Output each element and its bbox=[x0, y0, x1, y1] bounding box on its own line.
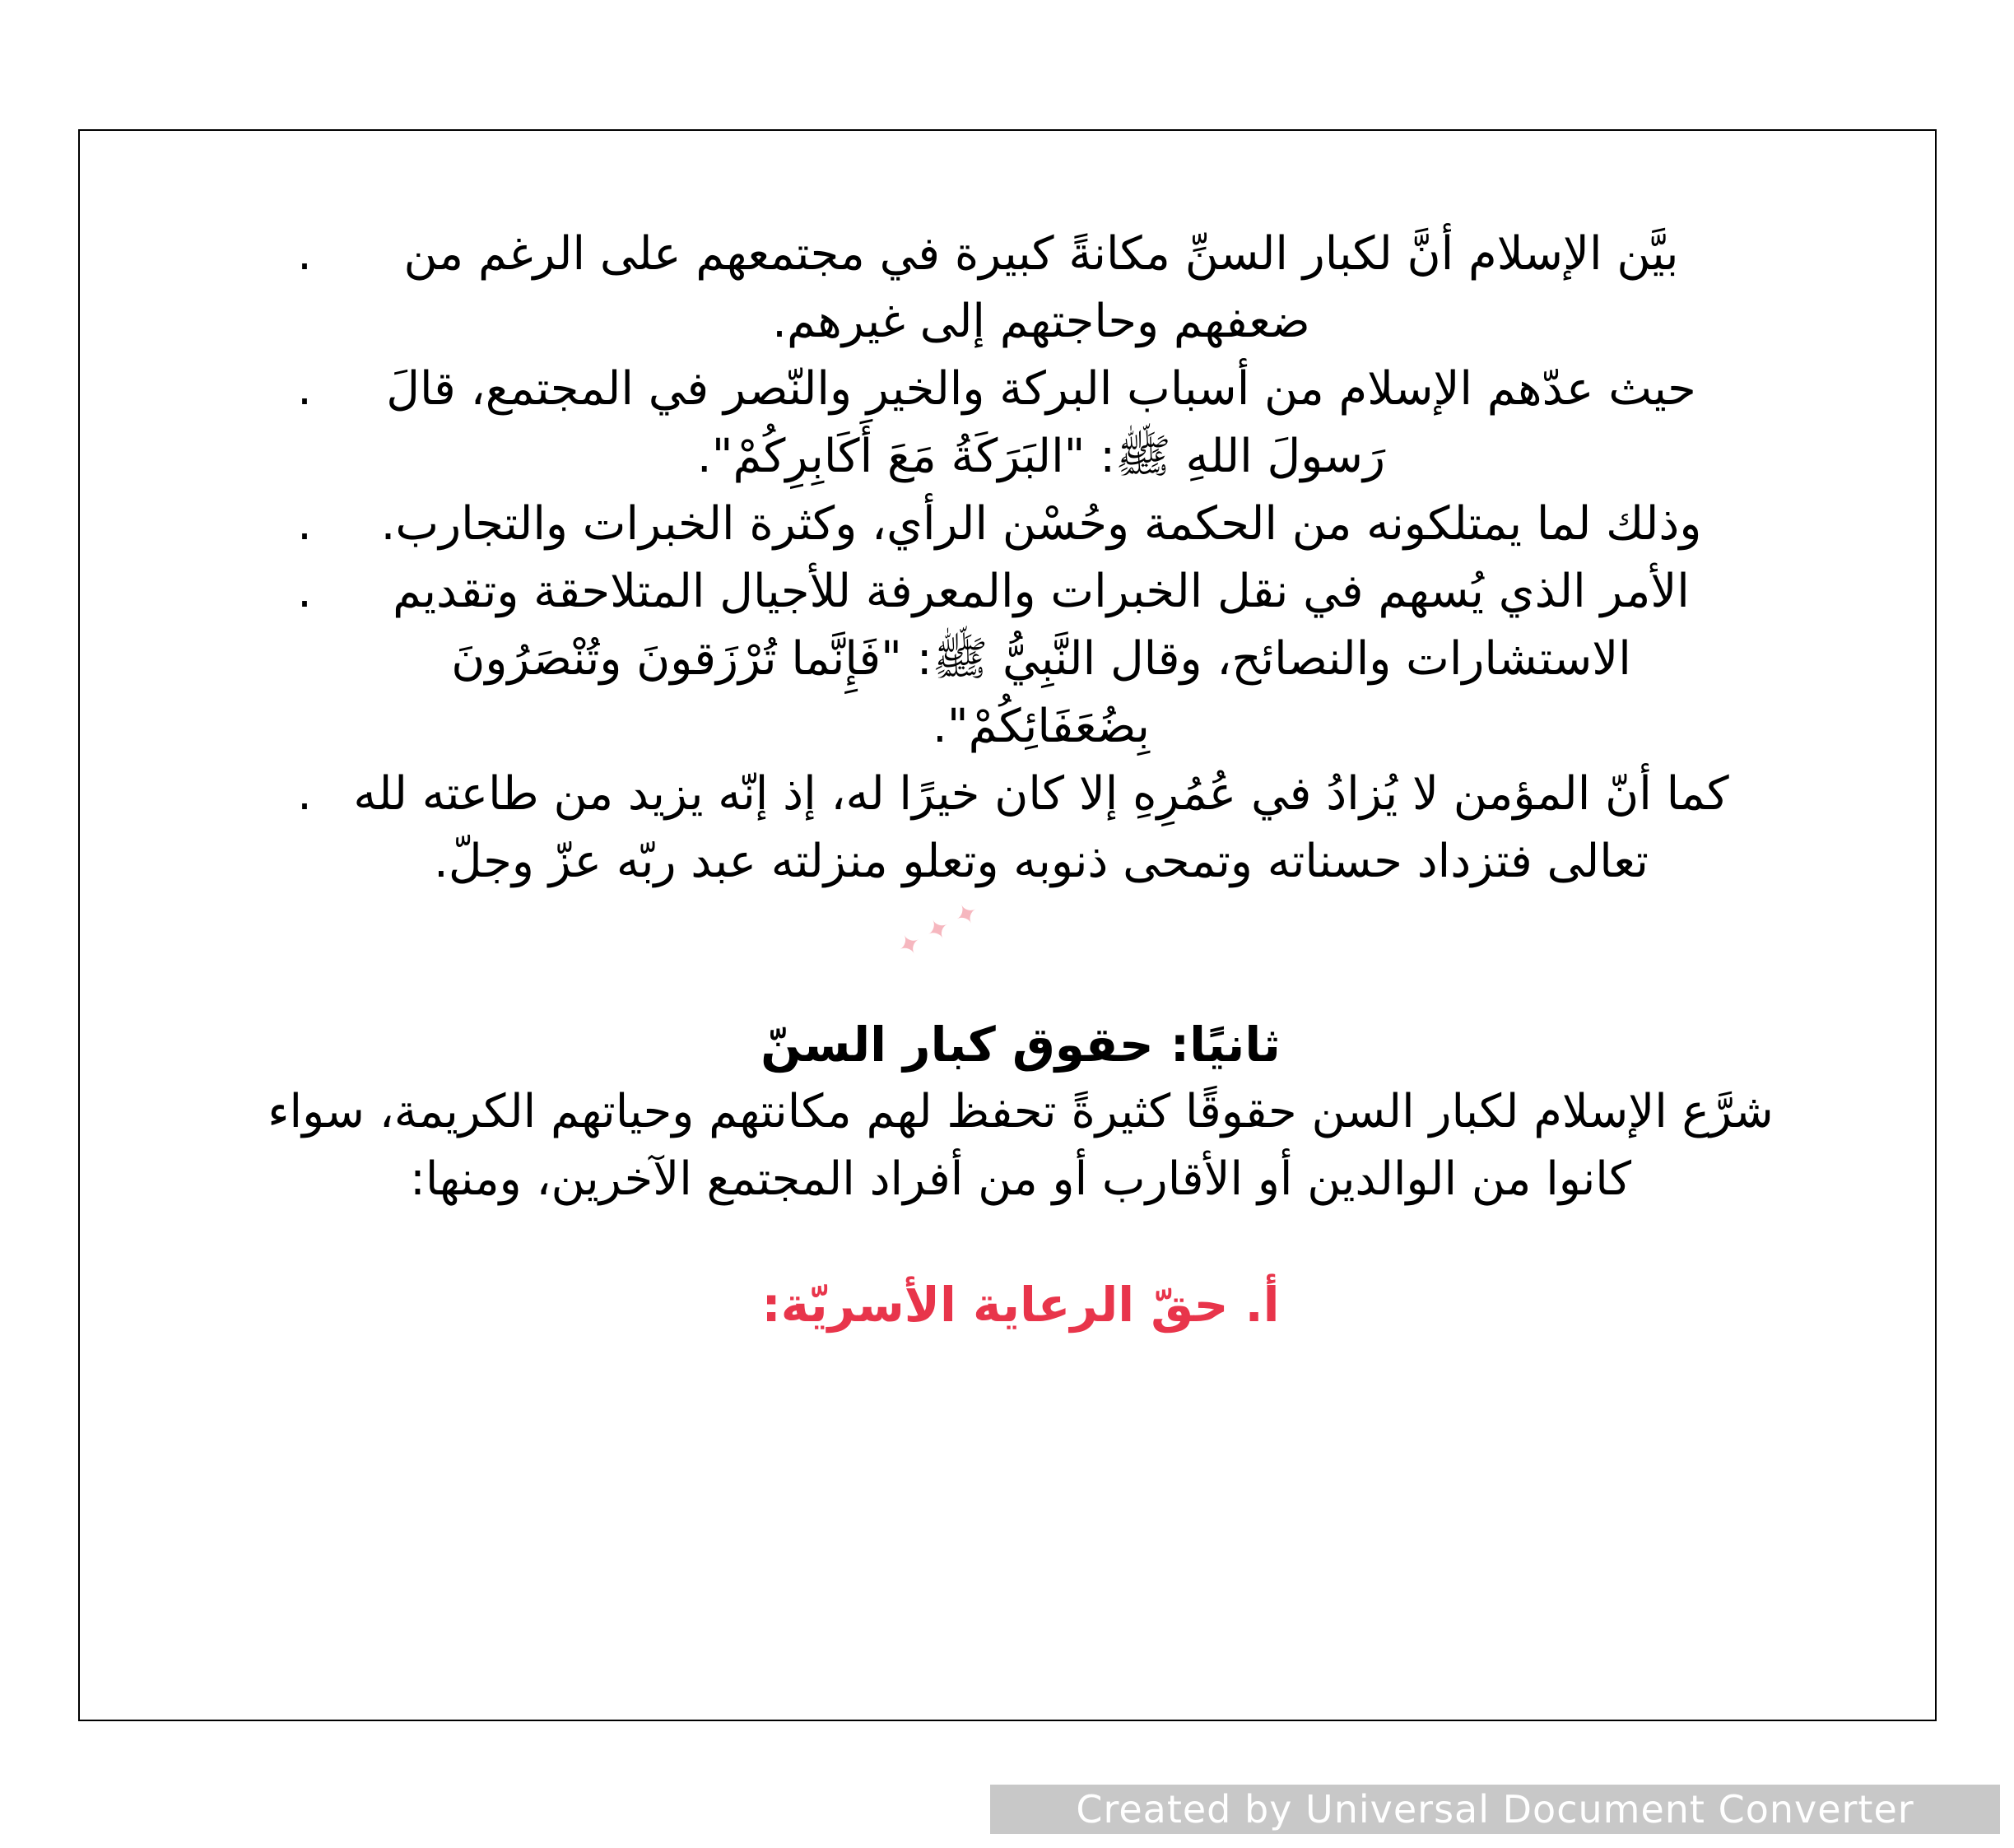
watermark-stamp: ✦ ✦ ✦ bbox=[891, 895, 985, 966]
converter-footer-banner: Created by Universal Document Converter bbox=[990, 1785, 2000, 1834]
bullet-mark: . bbox=[297, 227, 312, 281]
document-body bbox=[247, 221, 1794, 1338]
bullet-text: بيَّن الإسلام أنَّ لكبار السنِّ مكانةً كبيرة في مجتمعهم على الرغم من ضعفهم وحاجتهم إلى غيرهم. bbox=[403, 227, 1679, 348]
bullet-item bbox=[247, 356, 1794, 491]
bullet-item bbox=[247, 558, 1794, 761]
bullet-mark: . bbox=[297, 497, 312, 551]
bullet-item bbox=[247, 491, 1794, 558]
bullet-text: الأمر الذي يُسهم في نقل الخبرات والمعرفة للأجيال المتلاحقة وتقديم الاستشارات والنصائح، وقال النَّبِيُّ ﷺ: "فَإِنَّما تُرْزَقونَ وتُنْصَرُونَ بِضُعَفَائِكُمْ". bbox=[393, 565, 1690, 753]
bullet-mark: . bbox=[297, 565, 312, 618]
section-heading: ثانيًا: حقوق كبار السنّ bbox=[760, 1017, 1281, 1073]
subheading-family-care: أ. حقّ الرعاية الأسريّة: bbox=[761, 1277, 1280, 1333]
bullet-item bbox=[247, 221, 1794, 356]
bullet-mark: . bbox=[297, 767, 312, 821]
bullet-text: كما أنّ المؤمن لا يُزادُ في عُمُرِهِ إلا كان خيرًا له، إذ إنّه يزيد من طاعته لله تعالى فتزداد حسناته وتمحى ذنوبه وتعلو منزلته عبد ربّه عزّ وجلّ. bbox=[353, 767, 1729, 888]
bullet-text: حيث عدّهم الإسلام من أسباب البركة والخير والنّصر في المجتمع، قالَ رَسولَ اللهِ ﷺ: "البَرَكَةُ مَعَ أَكَابِرِكُمْ". bbox=[386, 362, 1696, 483]
bullet-mark: . bbox=[297, 362, 312, 416]
bullet-item bbox=[247, 761, 1794, 896]
section-intro: شرَّع الإسلام لكبار السن حقوقًا كثيرةً تحفظ لهم مكانتهم وحياتهم الكريمة، سواء كانوا من الوالدين أو الأقارب أو من أفراد المجتمع الآخرين، ومنها: bbox=[267, 1085, 1774, 1206]
bullet-text: وذلك لما يمتلكونه من الحكمة وحُسْن الرأي، وكثرة الخبرات والتجارب. bbox=[380, 497, 1702, 551]
